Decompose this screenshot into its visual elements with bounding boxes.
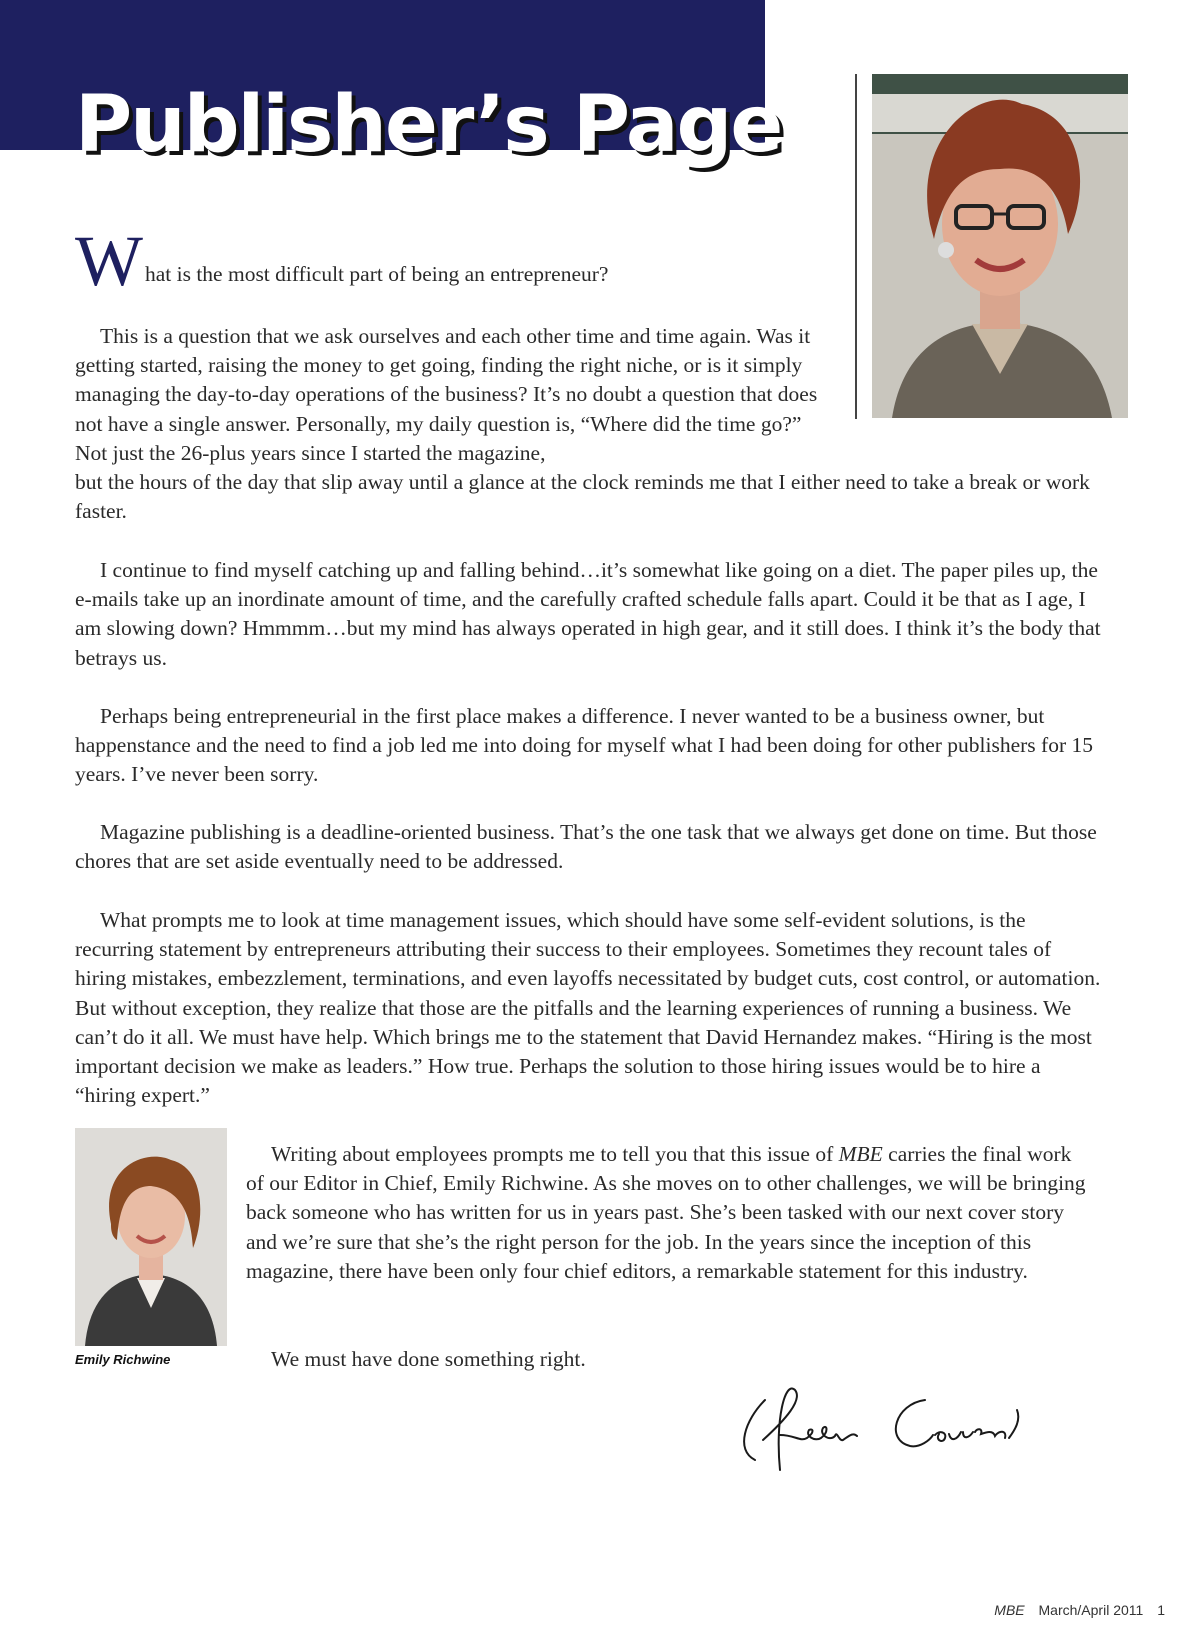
paragraph-7: We must have done something right. (271, 1347, 586, 1371)
paragraph-1-wide: but the hours of the day that slip away until a glance at the clock reminds me that I either need to take a break or work faster. (75, 470, 1090, 524)
paragraph-6-end: carries the final work of our Editor in Chief, Emily Richwine. As she moves on to other challenges, we will be bringing back someone who has written for us in years past. She’s been tasked with our next cover story and we’re sure that she’s the right person for the job. In the years since the inception of this magazine, there have been only four chief editors, a remarkable statement for this industry. (246, 1142, 1086, 1283)
paragraph-4: Magazine publishing is a deadline-oriented business. That’s the one task that we always get done on time. But those chores that are set aside eventually need to be addressed. (75, 820, 1097, 874)
signature (725, 1380, 1045, 1480)
paragraph-6-start: Writing about employees prompts me to tell you that this issue of (271, 1142, 839, 1166)
paragraph-1-narrow: This is a question that we ask ourselves and each other time and time again. Was it getting started, raising the money to get going, finding the right niche, or is it simply managing the day-to-day operations of the business? It’s no doubt a question that does not have a single answer. Personally, my daily question is, “Where did the time go?” Not just the 26-plus years since I started the magazine, (75, 324, 818, 465)
page-number: 1 (1157, 1602, 1165, 1618)
page-title: Publisher’s Page (75, 80, 782, 170)
paragraph-1 (75, 322, 1105, 526)
editor-photo-caption: Emily Richwine (75, 1352, 171, 1367)
intro-line (75, 221, 609, 301)
paragraph-2: I continue to find myself catching up and falling behind…it’s somewhat like going on a diet. The paper piles up, the e-mails take up an inordinate amount of time, and the carefully crafted schedule falls apart. Could it be that as I age, I am slowing down? Hmmmm…but my mind has always operated in high gear, and it still does. I think it’s the body that betrays us. (75, 558, 1101, 670)
page-footer (984, 1602, 1165, 1618)
paragraph-6 (246, 1140, 1091, 1286)
paragraph-5: What prompts me to look at time management issues, which should have some self-evident solutions, is the recurring statement by entrepreneurs attributing their success to their employees. Sometimes they recount tales of hiring mistakes, embezzlement, terminations, and even layoffs necessitated by budget cuts, cost control, or automation. But without exception, they realize that those are the pitfalls and the learning experiences of running a business. We can’t do it all. We must have help. Which brings me to the statement that David Hernandez makes. “Hiring is the most important decision we make as leaders.” How true. Perhaps the solution to those hiring issues would be to hire a “hiring expert.” (75, 908, 1101, 1108)
intro-text: hat is the most difficult part of being an entrepreneur? (144, 262, 609, 286)
footer-issue: March/April 2011 (1038, 1602, 1144, 1618)
drop-cap: W (75, 221, 143, 301)
paragraph-3: Perhaps being entrepreneurial in the first place makes a difference. I never wanted to be a business owner, but happenstance and the need to find a job led me into doing for myself what I had been doing for other publishers for 15 years. I’ve never been sorry. (75, 704, 1093, 787)
magazine-name-italic: MBE (838, 1142, 883, 1166)
editor-photo (75, 1128, 227, 1346)
footer-magazine: MBE (994, 1602, 1025, 1618)
